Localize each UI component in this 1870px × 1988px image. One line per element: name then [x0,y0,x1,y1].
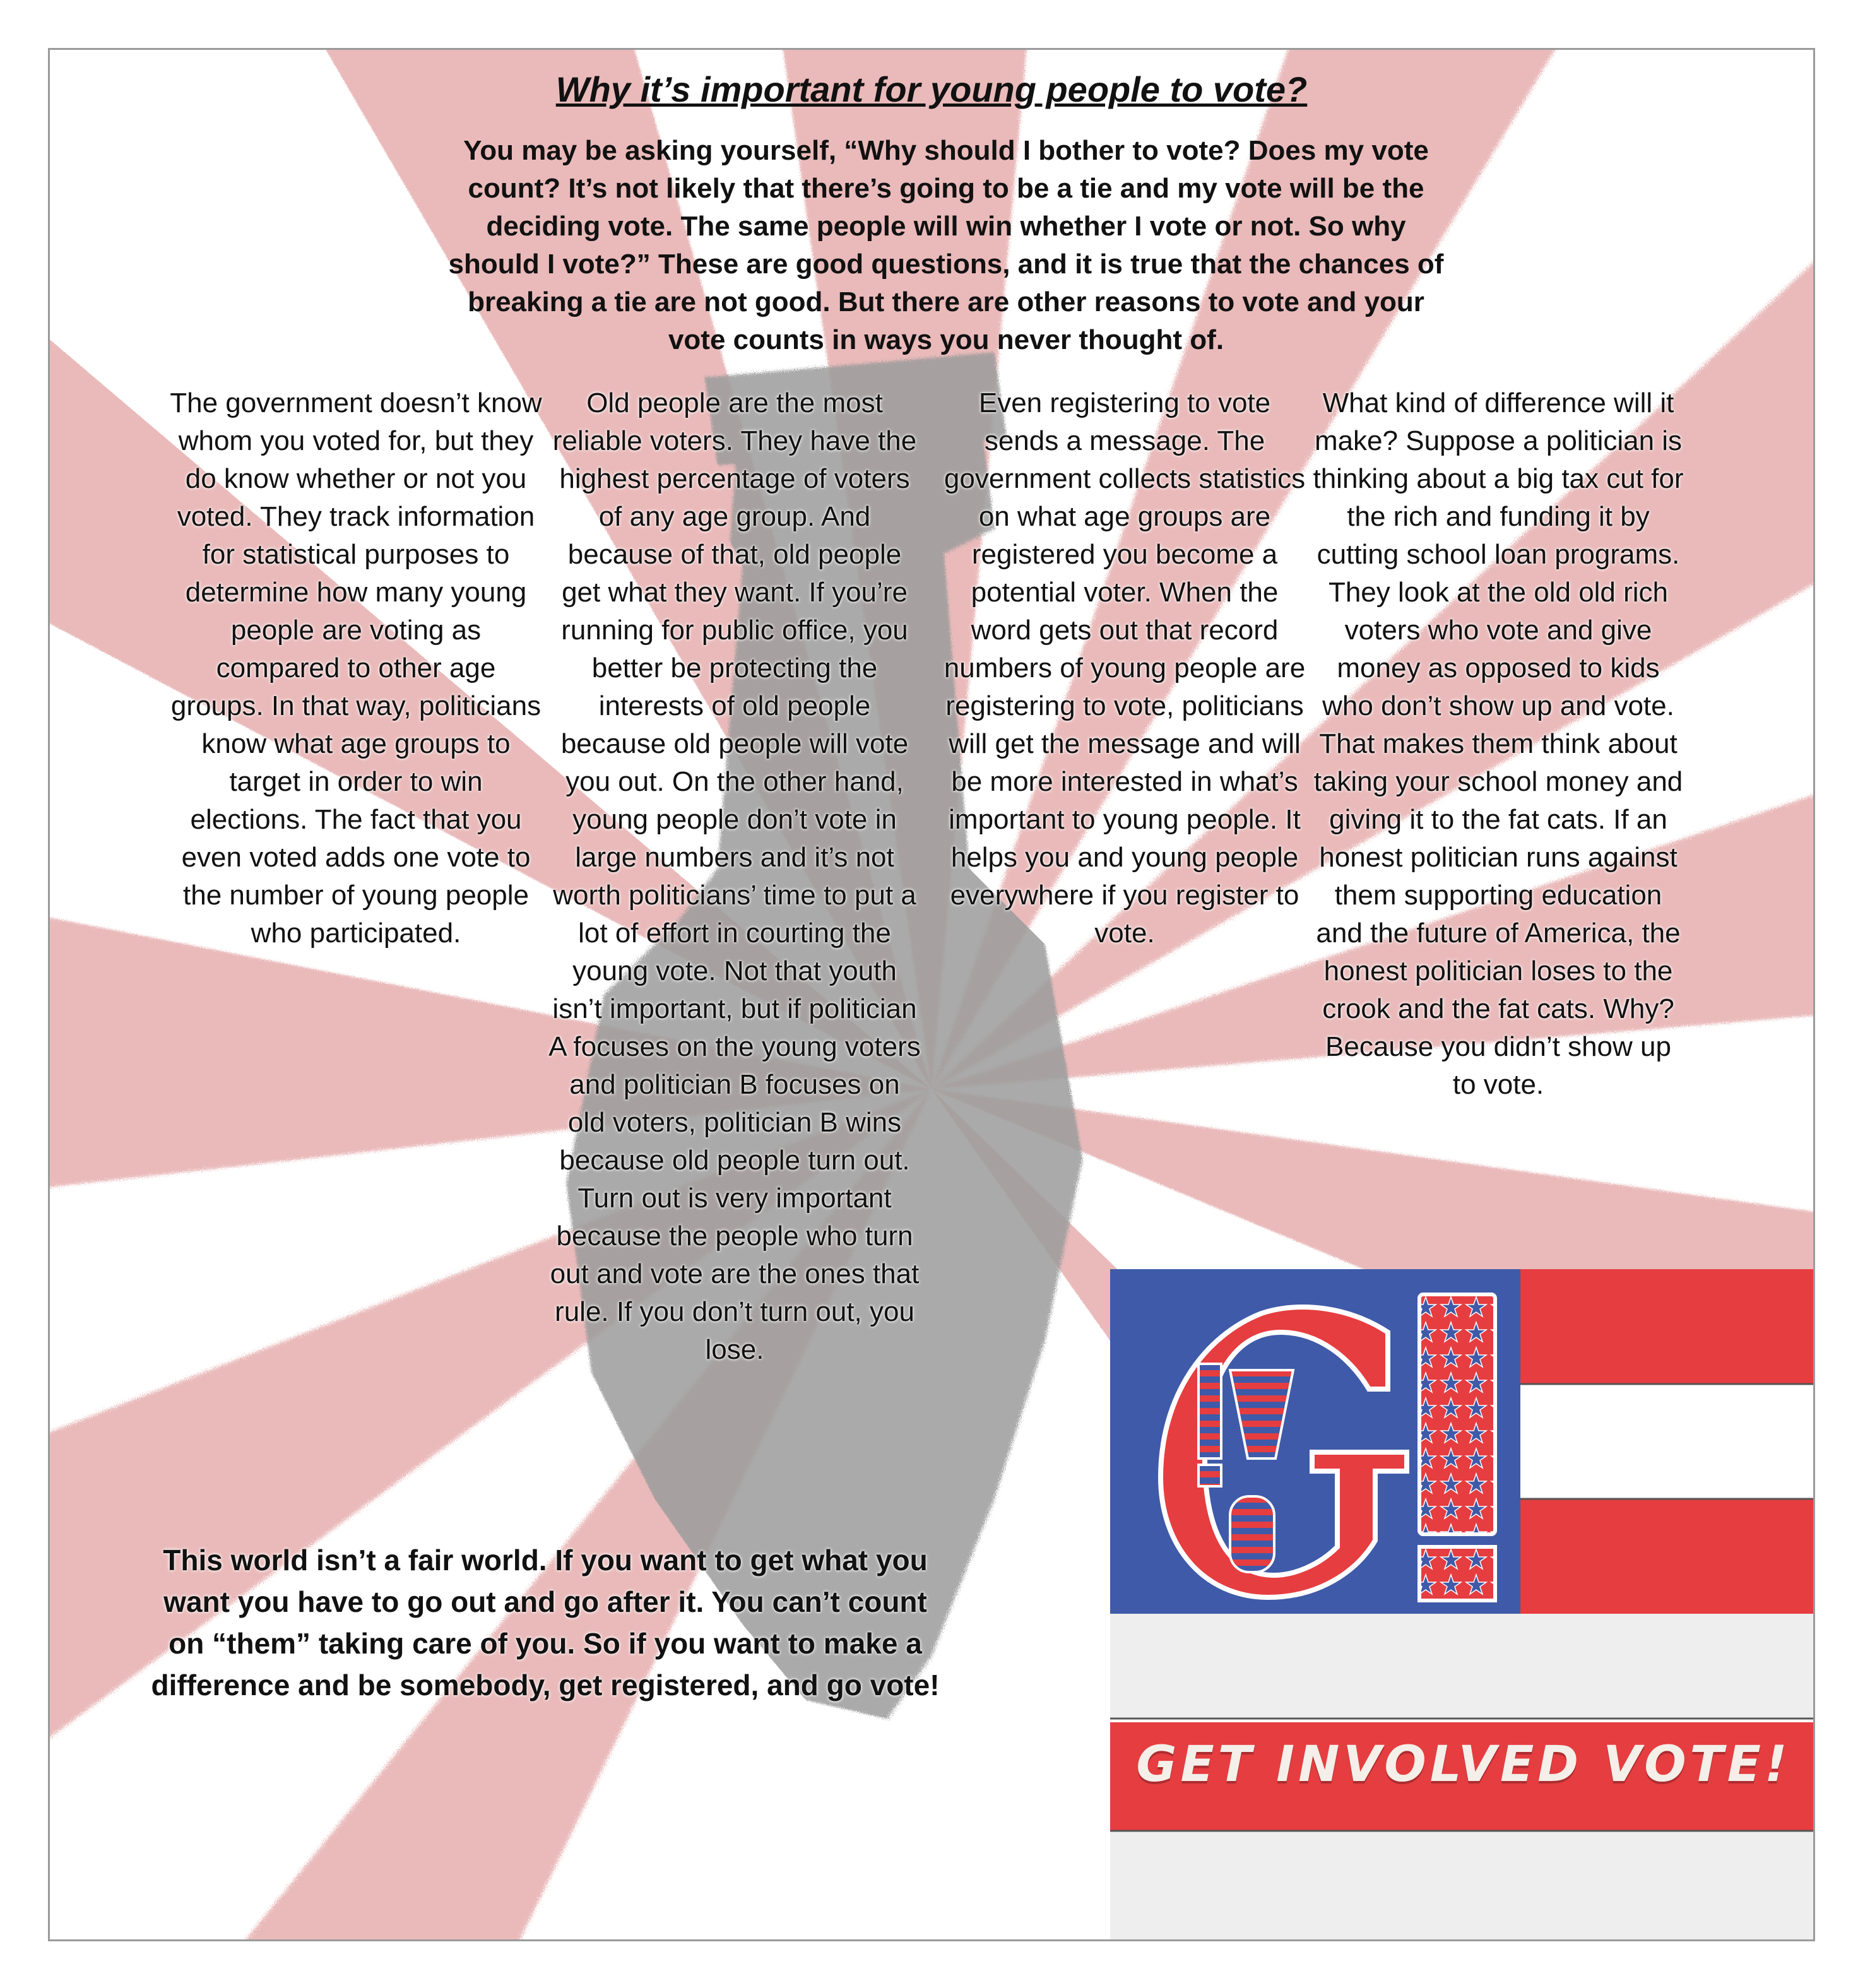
logo-small-o [1230,1496,1274,1572]
get-involved-flag-logo [1110,1269,1815,1941]
closing-paragraph: This world isn’t a fair world. If you want to get what you want you have to go out and go after it. You can’t count on “them” taking care of you. So if you want to make a difference and be somebody, get registered, and go vote! [151,1544,940,1701]
column-1-paragraph: The government doesn’t know whom you voted for, but they do know whether or not you voted. They track information for statistical purposes to determine how many young people are voting as compared to other age groups. In that way, politicians know what age groups to target in order to win elections. The fact that you even voted adds one vote to the number of young people who participated. [170,388,542,949]
poster-page [48,48,1815,1941]
column-2-paragraph: Old people are the most reliable voters. They have the highest percentage of voters of any age group. And because of that, old people get what they want. If you’re running for public office, you better be protecting the interests of old people because old people will vote you out. On the other hand, young people don’t vote in large numbers and it’s not worth politicians’ time to put a lot of effort in courting the young vote. Not that youth isn’t important, but if politician A focuses on the young voters and politician B focuses on old voters, politician B wins because old people turn out. Turn out is very important because the people who turn out and vote are the ones that rule. If you don’t turn out, you lose. [548,388,921,1365]
slogan-text: GET INVOLVED VOTE! [1136,1736,1791,1793]
column-3-paragraph: Even registering to vote sends a message. The government collects statistics on what age groups are registered you become a potential voter. When the word gets out that record numbers of young people are registering to vote, politicians will get the message and will be more interested in what’s important to young people. It helps you and young people everywhere if you register to vote. [944,388,1306,949]
page-title: Why it’s important for young people to vote? [555,69,1308,109]
logo-exclamation-bar [1419,1294,1495,1534]
flag-stripe [1110,1831,1815,1941]
intro-paragraph: You may be asking yourself, “Why should I bother to vote? Does my vote count? It’s not likely that there’s going to be a tie and my vote will be the deciding vote. The same people will win whether I vote or not. So why should I vote?” These are good questions, and it is true that the chances of breaking a tie are not good. But there are other reasons to vote and your vote counts in ways you never thought of. [448,135,1444,355]
logo-exclamation-dot [1419,1547,1495,1600]
column-4-paragraph: What kind of difference will it make? Suppose a politician is thinking about a big tax cut for the rich and funding it by cutting school loan programs. They look at the old old rich voters who vote and give money as opposed to kids who don’t show up and vote. That makes them think about taking your school money and giving it to the fat cats. If an honest politician runs against them supporting education and the future of America, the honest politician loses to the crook and the fat cats. Why? Because you didn’t show up to vote. [1313,388,1684,1100]
flag-stripe [1110,1614,1815,1717]
